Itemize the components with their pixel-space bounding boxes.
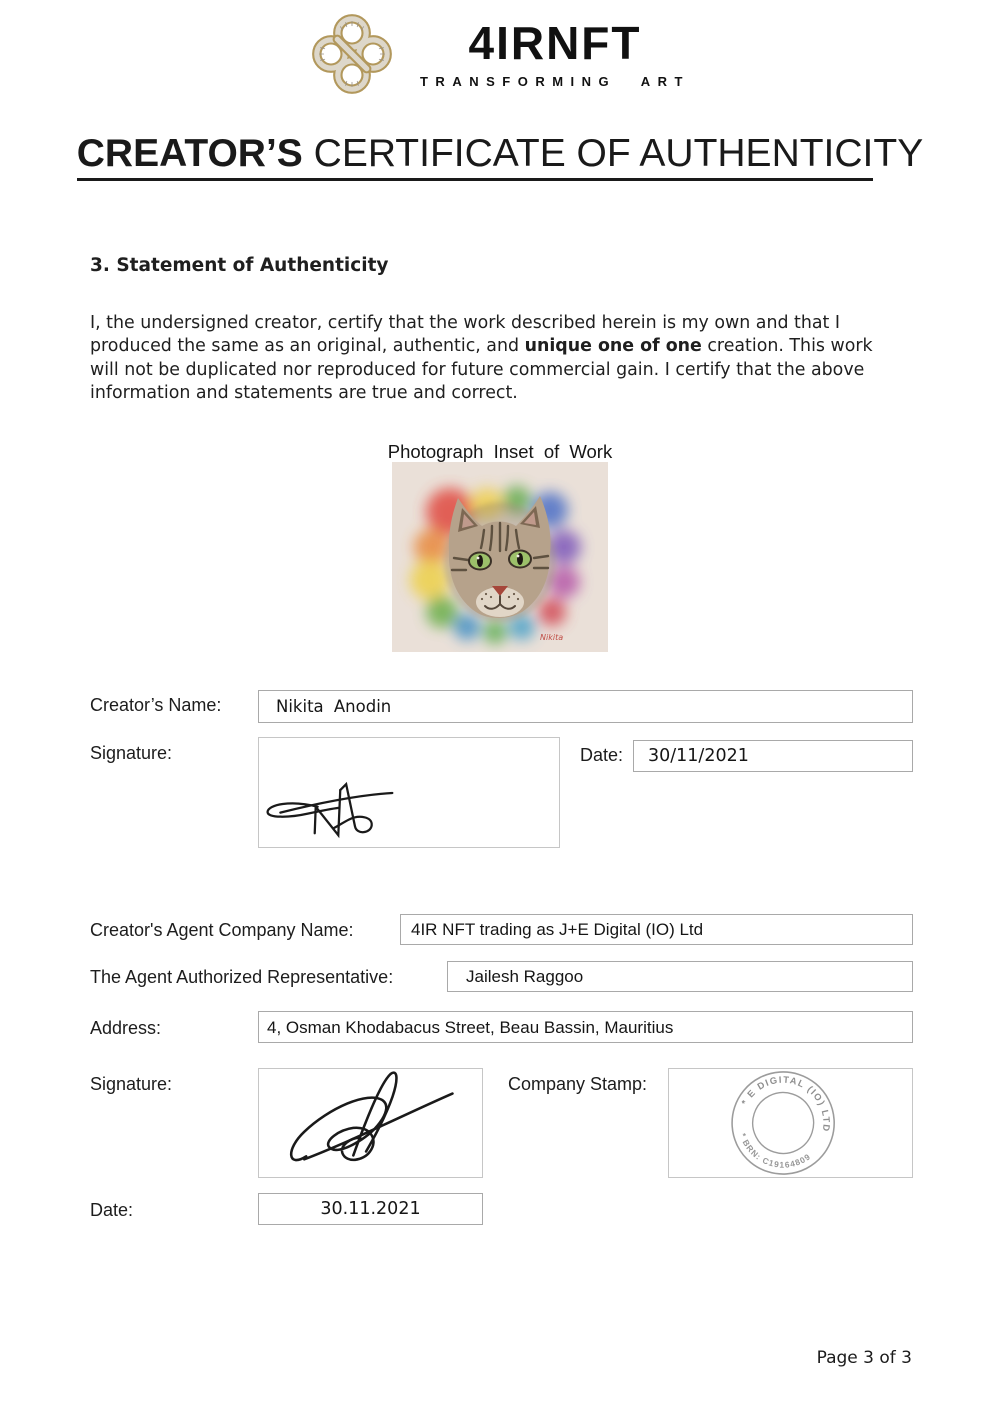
agent-company-field [400,914,913,945]
address-label: Address: [90,1018,162,1038]
creator-name-field [258,690,913,723]
agent-company-label: Creator's Agent Company Name: [90,920,354,940]
celtic-knot-icon [310,12,394,96]
page-title-bold: CREATOR’S [76,132,303,175]
brand-tagline: TRANSFORMING ART [419,73,690,89]
agent-signature-label: Signature: [90,1074,173,1094]
agent-date-field [258,1193,483,1225]
creator-date-value: 30/11/2021 [648,746,749,766]
creator-signature-box [258,737,560,848]
creator-date-label: Date: [580,745,624,765]
page-title-tail: TY [873,132,924,175]
agent-date-value: 30.11.2021 [320,1199,421,1219]
agent-representative-label: The Agent Authorized Representative: [90,967,394,987]
artwork-image [392,462,608,652]
address-field [258,1011,913,1043]
company-stamp-image [669,1069,912,1177]
agent-signature-box [258,1068,483,1178]
creator-name-label: Creator’s Name: [90,695,222,715]
brand-name: 4IRNFT [468,17,642,70]
agent-representative-field [447,961,913,992]
agent-company-value: 4IR NFT trading as J+E Digital (IO) Ltd [411,920,704,939]
logo-text [420,19,690,88]
stamp-text-top: * E DIGITAL (IO) LTD [739,1074,832,1134]
creator-name-value: Nikita Anodin [276,697,392,716]
svg-text:Nikita: Nikita [540,633,564,642]
header-logo [0,12,1000,96]
statement-text-bold: unique one of one [524,336,702,357]
creator-signature-image [259,738,559,847]
page-title [0,132,1000,176]
creator-signature-label: Signature: [90,743,173,763]
photo-caption: Photograph Inset of Work [387,441,613,462]
page-number: Page 3 of 3 [816,1348,912,1368]
address-value: 4, Osman Khodabacus Street, Beau Bassin, Mauritius [267,1018,674,1037]
page-title-rest: CERTIFICATE OF AUTHENTICI [302,132,874,175]
statement-heading: 3. Statement of Authenticity [90,255,389,276]
stamp-text-bottom: * BRN: C19164809 [737,1131,813,1170]
agent-representative-value: Jailesh Raggoo [466,967,584,986]
statement-text-after: creation. This work will not be duplicated nor reproduced for future commercial gain. I certify that the above information and statements are true and correct. [90,336,873,404]
agent-signature-image [259,1069,482,1177]
company-stamp-box [668,1068,913,1178]
statement-text-before: I, the undersigned creator, certify that the work described herein is my own and that I produced the same as an original, authentic, and [90,313,841,357]
creator-date-field [633,740,913,772]
statement-paragraph [90,312,896,406]
agent-date-label: Date: [90,1200,134,1220]
company-stamp-label: Company Stamp: [508,1074,648,1094]
